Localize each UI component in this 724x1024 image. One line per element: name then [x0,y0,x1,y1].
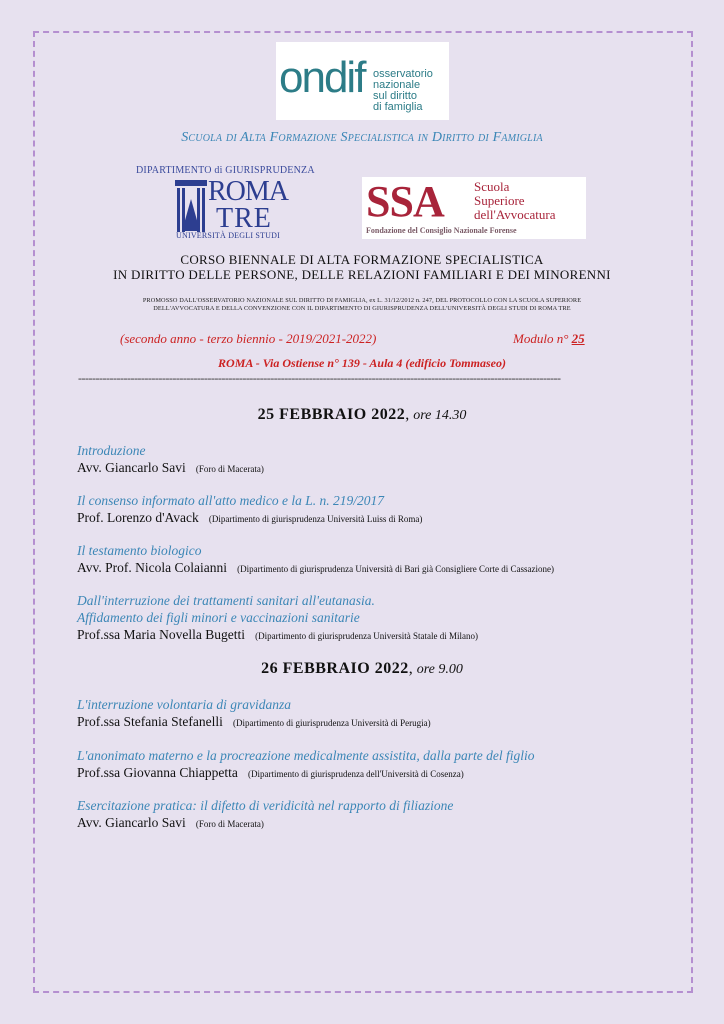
roma-tre-emblem-icon [174,179,208,233]
ssa-logo-side [474,180,556,222]
day-heading: 25 FEBBRAIO 2022, ore 14.30 [257,406,467,423]
speaker-name: Prof.ssa Giovanna Chiappetta [77,765,238,780]
ondif-logo-tagline [373,69,433,113]
venue: ROMA - Via Ostiense n° 139 - Aula 4 (edificio Tommaseo) [218,356,506,370]
session-topic: L'anonimato materno e la procreazione medicalmente assistita, dalla parte del figlio [77,748,535,763]
day-time: ore 14.30 [413,408,467,423]
session-speaker [77,510,422,526]
course-title-line1: CORSO BIENNALE DI ALTA FORMAZIONE SPECIALISTICA [180,252,544,267]
edition-label: (secondo anno - terzo biennio - 2019/2021-2022) [120,331,377,346]
ondif-tagline-line: sul diritto [373,90,418,102]
module-label-text: Modulo n° [513,331,569,346]
ssa-logo-foundation: Fondazione del Consiglio Nazionale Forense [366,226,517,235]
ondif-tagline-line: osservatorio [373,68,433,80]
speaker-name: Avv. Giancarlo Savi [77,460,186,475]
session-speaker [77,560,554,576]
speaker-name: Prof.ssa Maria Novella Bugetti [77,627,245,642]
session-speaker [77,627,478,643]
speaker-affiliation: (Dipartimento di giurisprudenza Università di Bari già Consigliere Corte di Cassazione) [237,564,555,574]
session-topic: Introduzione [77,443,146,458]
promo-line1: PROMOSSO DALL'OSSERVATORIO NAZIONALE SUL DIRITTO DI FAMIGLIA, ex L. 31/12/2012 n. 247, DEL PROTOCOLLO CON LA SCUOLA SUPERIORE [142,297,582,304]
ondif-logo [276,42,449,120]
day-date: 26 FEBBRAIO 2022 [261,660,409,677]
day-heading: 26 FEBBRAIO 2022, ore 9.00 [261,660,463,677]
ssa-side-line: Superiore [474,193,525,208]
speaker-name: Avv. Prof. Nicola Colaianni [77,560,227,575]
promo-line2: DELL'AVVOCATURA E DELLA CONVENZIONE CON IL DIPARTIMENTO DI GIURISPRUDENZA DELL'UNIVERSITÀ DEGLI STUDI DI ROMA TRE [153,305,571,312]
ssa-logo [362,177,586,239]
speaker-name: Prof.ssa Stefania Stefanelli [77,714,223,729]
ssa-side-line: Scuola [474,179,510,194]
day-date: 25 FEBBRAIO 2022 [257,406,406,423]
speaker-name: Prof. Lorenzo d'Avack [77,510,199,525]
session-topic: L'interruzione volontaria di gravidanza [77,697,292,712]
session-topic: Il consenso informato all'atto medico e la L. n. 219/2017 [77,493,384,508]
speaker-name: Avv. Giancarlo Savi [77,815,186,830]
module-label [513,331,585,347]
roma-tre-logo [174,177,296,241]
session-speaker [77,815,264,831]
divider-line: ------------------------------------------------------------------------------------------------------------------------------------------ [78,371,561,385]
session-speaker [77,714,431,730]
module-number: 25 [571,331,585,346]
ondif-logo-word: ondif [279,53,365,102]
speaker-affiliation: (Dipartimento di giurisprudenza Università Luiss di Roma) [208,514,423,524]
session-speaker [77,460,264,476]
roma-tre-logo-university: UNIVERSITÀ DEGLI STUDI [176,231,280,240]
session-topic: Esercitazione pratica: il difetto di veridicità nel rapporto di filiazione [77,798,454,813]
speaker-affiliation: (Dipartimento di giurisprudenza dell'Università di Cosenza) [247,769,464,779]
ssa-logo-word: SSA [366,177,444,226]
ssa-side-line: dell'Avvocatura [474,207,556,222]
day-time: ore 9.00 [416,662,463,677]
speaker-affiliation: (Dipartimento di giurisprudenza Università di Perugia) [232,718,431,728]
speaker-affiliation: (Foro di Macerata) [195,819,264,829]
roma-tre-logo-roma: ROMA [208,176,289,207]
course-title-line2: IN DIRITTO DELLE PERSONE, DELLE RELAZIONI FAMILIARI E DEI MINORENNI [113,267,611,282]
session-topic: Affidamento dei figli minori e vaccinazioni sanitarie [77,610,360,625]
session-speaker [77,765,464,781]
speaker-affiliation: (Dipartimento di giurisprudenza Università Statale di Milano) [255,631,479,641]
ondif-tagline-line: di famiglia [373,101,423,113]
school-title: Scuola di Alta Formazione Specialistica in Diritto di Famiglia [181,130,543,145]
ondif-tagline-line: nazionale [373,79,421,91]
session-topic: Dall'interruzione dei trattamenti sanitari all'eutanasia. [77,593,375,608]
roma-tre-logo-tre: TRE [216,203,272,234]
speaker-affiliation: (Foro di Macerata) [195,464,264,474]
department-label: DIPARTIMENTO di GIURISPRUDENZA [136,165,315,176]
session-topic: Il testamento biologico [77,543,202,558]
